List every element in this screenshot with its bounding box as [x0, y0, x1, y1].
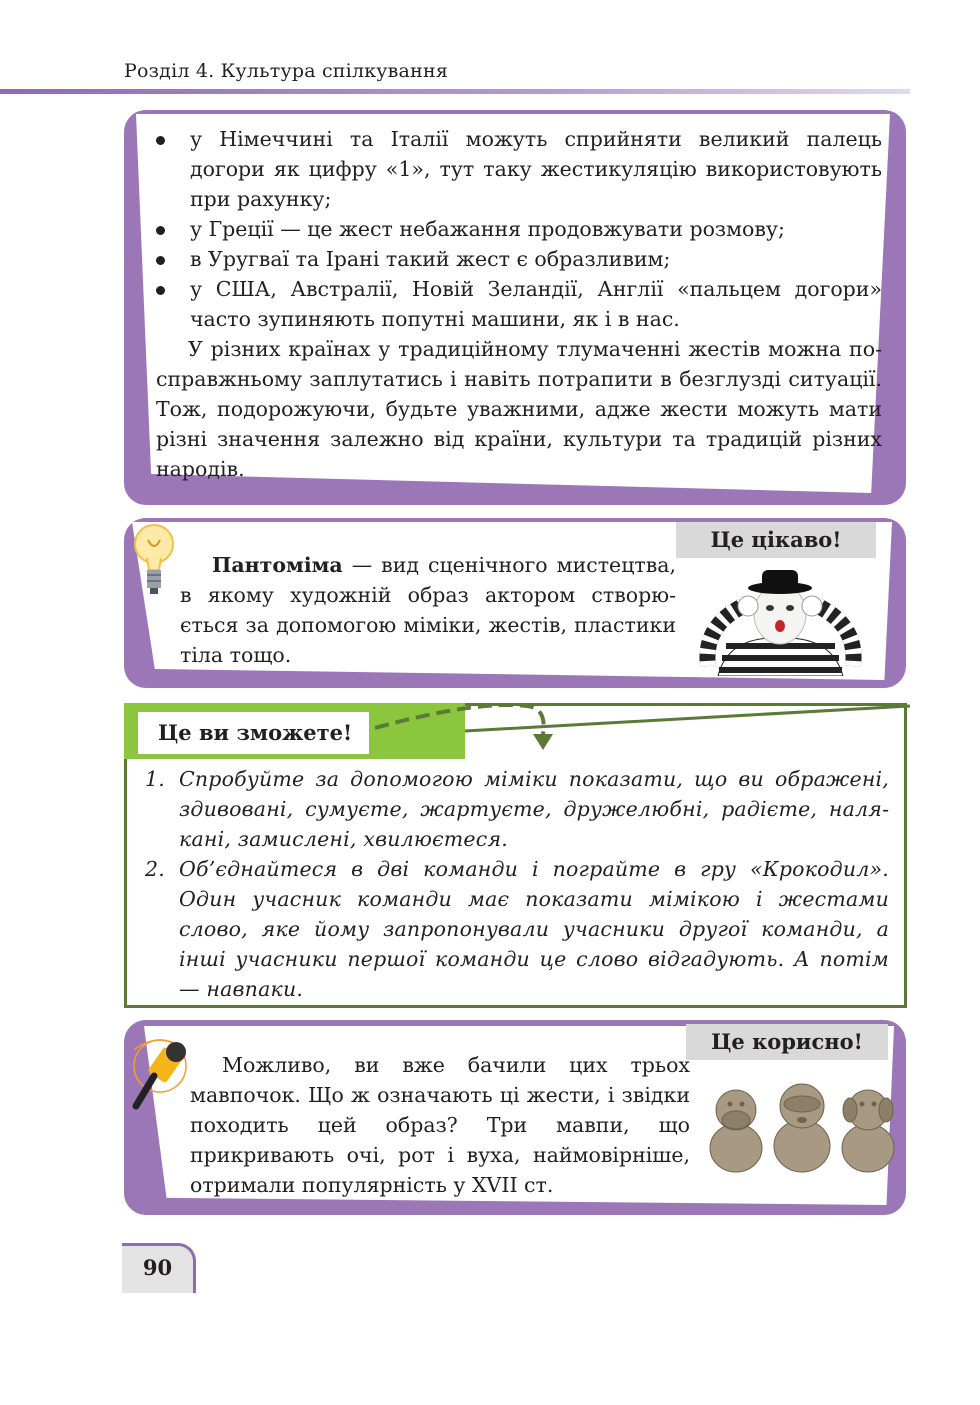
- term-pantomime: Пантоміма: [212, 553, 343, 577]
- microphone-icon: [124, 1030, 194, 1120]
- header-rule: [0, 89, 910, 94]
- three-monkeys-image: [702, 1076, 902, 1176]
- useful-tag: Це корисно!: [686, 1024, 888, 1060]
- bullet-dot-icon: [156, 256, 165, 265]
- task-list: [145, 764, 889, 1004]
- bullet-dot-icon: [156, 226, 165, 235]
- mime-image: [698, 566, 863, 676]
- lightbulb-icon: [132, 522, 176, 600]
- curved-arrow-icon: [357, 700, 917, 760]
- block1-text: [156, 124, 882, 484]
- task-block: [124, 703, 907, 1008]
- list-item: у США, Австралії, Новій Зеландії, Англії «пальцем догори» часто зупиняють попутні машини, як і в нас.: [156, 274, 882, 334]
- running-header: Розділ 4. Культура спілкування: [124, 60, 448, 82]
- gestures-text-block: [124, 110, 906, 505]
- bullet-list: [156, 124, 882, 334]
- interesting-tag: Це цікаво!: [676, 522, 876, 558]
- list-item: 1. Спробуйте за допомогою міміки показати, що ви ображені, здивовані, сумуєте, жартуєте, дружелюбні, радієте, налякані, замислені, хвилюєтеся.: [145, 767, 889, 851]
- page-number: 90: [122, 1243, 196, 1293]
- list-item: у Греції — це жест небажання продовжувати розмову;: [156, 214, 882, 244]
- interesting-text: [180, 550, 676, 670]
- list-item: у Німеччині та Італії можуть сприйняти великий палець догори як цифру «1», тут таку жестикуляцію використовують при рахунку;: [156, 124, 882, 214]
- list-item: 2. Об’єднайтеся в дві команди і пограйте в гру «Крокодил». Один учасник команди має показати мімікою і жестами слово, яке йому запропонували учасники другої команди, а інші учасники першої команди це слово відгадують. А потім — навпаки.: [145, 857, 889, 1001]
- bullet-dot-icon: [156, 136, 165, 145]
- useful-paragraph: Можливо, ви вже бачили цих трьох мавпочок. Що ж означають ці жести, і звідки походить цей образ? Три мавпи, що прикривають очі, рот і вуха, наймовірніше, отримали популярність у XVII ст.: [190, 1053, 690, 1197]
- interesting-block: [124, 518, 906, 688]
- useful-block: [124, 1020, 906, 1215]
- term-definition: — вид сценічного мистецтва, в якому художній образ актором створюється за допомогою міміки, жестів, пластики тіла тощо.: [180, 553, 676, 667]
- body-paragraph: У різних країнах у традиційному тлумаченні жестів можна по-справжньому заплутатись і навіть потрапити в безглузді ситуації. Тож, подорожуючи, будьте уважними, адже жести можуть мати різні значення залежно від країни, культури та традицій різних народів.: [156, 337, 882, 481]
- useful-text: [190, 1050, 690, 1200]
- list-item: в Уругваї та Ірані такий жест є образливим;: [156, 244, 882, 274]
- bullet-dot-icon: [156, 286, 165, 295]
- task-title: Це ви зможете!: [138, 712, 369, 754]
